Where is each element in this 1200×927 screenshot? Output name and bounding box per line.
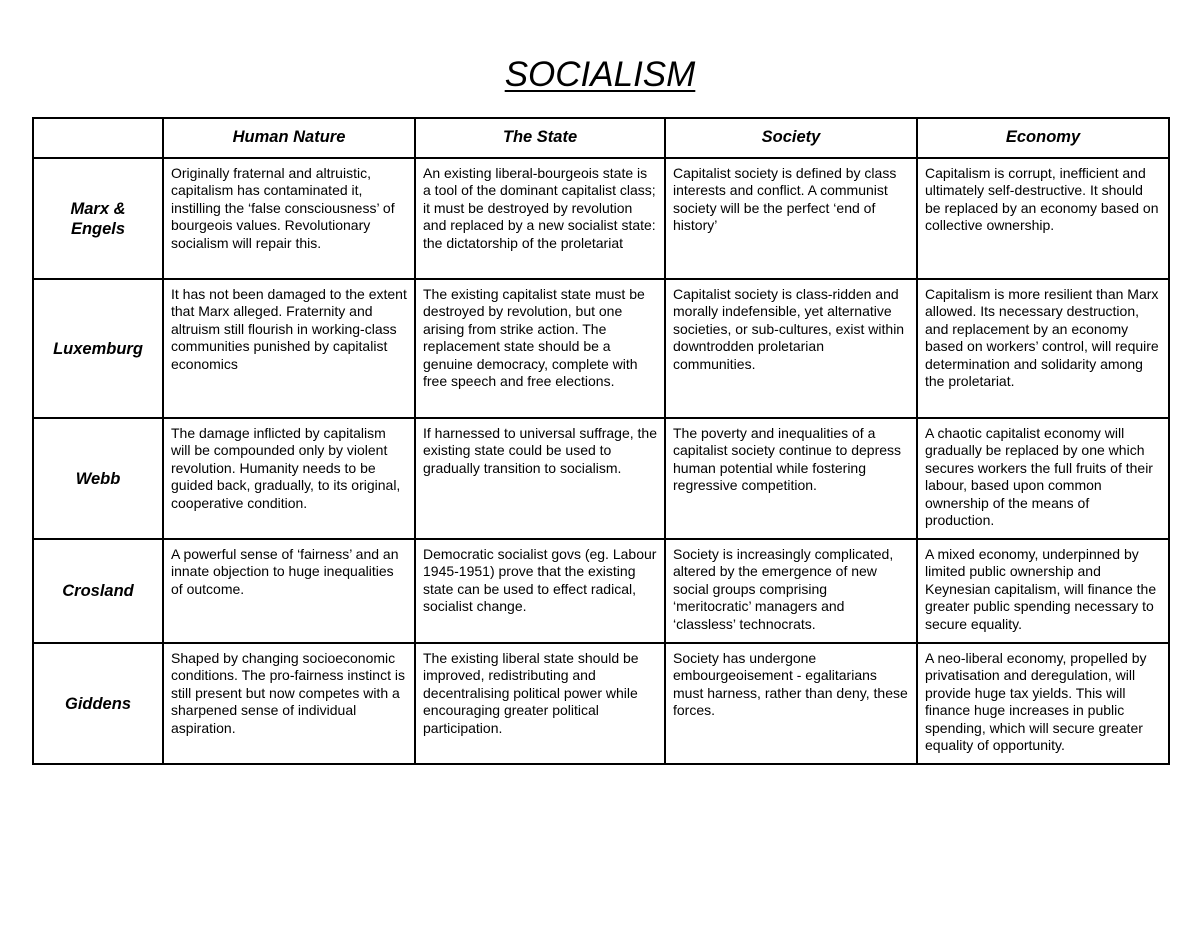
- table-row: [33, 279, 1169, 418]
- cell-economy: Capitalism is more resilient than Marx allowed. Its necessary destruction, and replacement by an economy based on workers’ control, will require determination and solidarity among the proletariat.: [917, 279, 1169, 418]
- row-header-thinker: Luxemburg: [33, 279, 163, 418]
- cell-society: Capitalist society is defined by class interests and conflict. A communist society will be the perfect ‘end of history’: [665, 158, 917, 279]
- cell-human-nature: It has not been damaged to the extent that Marx alleged. Fraternity and altruism still flourish in working-class communities punished by capitalist economics: [163, 279, 415, 418]
- cell-economy: Capitalism is corrupt, inefficient and ultimately self-destructive. It should be replaced by an economy based on collective ownership.: [917, 158, 1169, 279]
- table-row: [33, 643, 1169, 764]
- corner-cell: [33, 118, 163, 158]
- table-row: [33, 158, 1169, 279]
- cell-the-state: If harnessed to universal suffrage, the existing state could be used to gradually transition to socialism.: [415, 418, 665, 539]
- column-header-economy: Economy: [917, 118, 1169, 158]
- socialism-comparison-table: [32, 117, 1170, 765]
- row-header-thinker: Webb: [33, 418, 163, 539]
- cell-economy: A chaotic capitalist economy will gradually be replaced by one which secures workers the full fruits of their labour, based upon common ownership of the means of production.: [917, 418, 1169, 539]
- cell-society: Society has undergone embourgeoisement - egalitarians must harness, rather than deny, these forces.: [665, 643, 917, 764]
- row-header-thinker: Marx & Engels: [33, 158, 163, 279]
- column-header-the-state: The State: [415, 118, 665, 158]
- page-title: SOCIALISM: [504, 55, 696, 94]
- cell-the-state: The existing liberal state should be improved, redistributing and decentralising political power while encouraging greater political participation.: [415, 643, 665, 764]
- cell-economy: A mixed economy, underpinned by limited public ownership and Keynesian capitalism, will finance the greater public spending necessary to secure equality.: [917, 539, 1169, 643]
- cell-human-nature: Originally fraternal and altruistic, capitalism has contaminated it, instilling the ‘false consciousness’ of bourgeois values. Revolutionary socialism will repair this.: [163, 158, 415, 279]
- table-row: [33, 418, 1169, 539]
- cell-the-state: The existing capitalist state must be destroyed by revolution, but one arising from strike action. The replacement state should be a genuine democracy, complete with free speech and free elections.: [415, 279, 665, 418]
- cell-the-state: Democratic socialist govs (eg. Labour 1945-1951) prove that the existing state can be used to effect radical, socialist change.: [415, 539, 665, 643]
- cell-society: Society is increasingly complicated, altered by the emergence of new social groups comprising ‘meritocratic’ managers and ‘classless’ technocrats.: [665, 539, 917, 643]
- cell-human-nature: The damage inflicted by capitalism will be compounded only by violent revolution. Humanity needs to be guided back, gradually, to its original, cooperative condition.: [163, 418, 415, 539]
- column-header-human-nature: Human Nature: [163, 118, 415, 158]
- row-header-thinker: Giddens: [33, 643, 163, 764]
- cell-the-state: An existing liberal-bourgeois state is a tool of the dominant capitalist class; it must be destroyed by revolution and replaced by a new socialist state: the dictatorship of the proletariat: [415, 158, 665, 279]
- cell-human-nature: A powerful sense of ‘fairness’ and an innate objection to huge inequalities of outcome.: [163, 539, 415, 643]
- table-header-row: [33, 118, 1169, 158]
- cell-society: The poverty and inequalities of a capitalist society continue to depress human potential while fostering regressive competition.: [665, 418, 917, 539]
- cell-society: Capitalist society is class-ridden and morally indefensible, yet alternative societies, or sub-cultures, exist within downtrodden proletarian communities.: [665, 279, 917, 418]
- cell-human-nature: Shaped by changing socioeconomic conditions. The pro-fairness instinct is still present but now competes with a sharpened sense of individual aspiration.: [163, 643, 415, 764]
- column-header-society: Society: [665, 118, 917, 158]
- table-row: [33, 539, 1169, 643]
- cell-economy: A neo-liberal economy, propelled by privatisation and deregulation, will provide huge tax yields. This will finance huge increases in public spending, which will secure greater equality of opportunity.: [917, 643, 1169, 764]
- row-header-thinker: Crosland: [33, 539, 163, 643]
